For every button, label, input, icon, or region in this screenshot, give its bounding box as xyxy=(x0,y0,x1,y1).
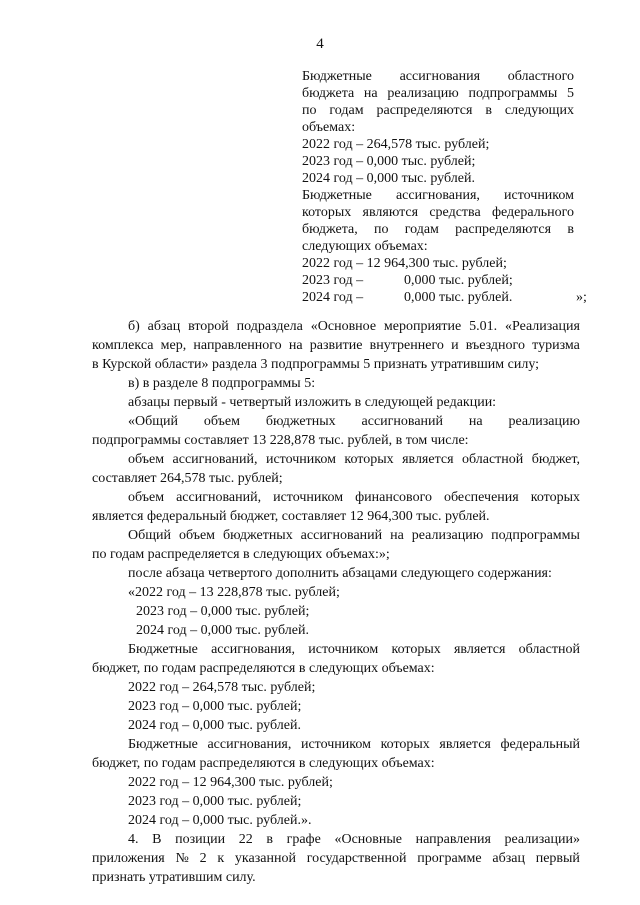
text-line: 2023 год – 0,000 тыс. рублей; xyxy=(136,604,310,619)
word: является xyxy=(402,452,454,467)
text-line: 2024 год – 0,000 тыс. рублей.». xyxy=(128,813,312,828)
word: ассигнования, xyxy=(211,642,296,657)
text-line: 2022 год – 264,578 тыс. рублей; xyxy=(128,680,316,695)
text-line xyxy=(302,85,574,102)
word: позиции xyxy=(175,832,226,847)
word: Бюджетные xyxy=(302,69,372,84)
word: федеральный xyxy=(500,737,580,752)
text-line: по годам распределяется в следующих объемах:»; xyxy=(92,547,390,562)
word: комплекса xyxy=(92,338,154,353)
word: годам xyxy=(329,103,364,118)
word: реализацию xyxy=(387,86,459,101)
word: в xyxy=(485,103,492,118)
word: объем xyxy=(128,490,165,505)
word: на xyxy=(390,528,404,543)
text-line xyxy=(92,337,580,354)
text-line: 2022 год – 264,578 тыс. рублей; xyxy=(302,137,490,152)
word: направления xyxy=(415,832,491,847)
word: приложения xyxy=(92,851,165,866)
text-line xyxy=(302,272,574,289)
text-line xyxy=(128,831,580,848)
word: государственной xyxy=(306,851,407,866)
word: мер, xyxy=(160,338,187,353)
word: развитие xyxy=(309,338,363,353)
word: Общий xyxy=(128,528,171,543)
text-line: 2024 год – 0,000 тыс. рублей. xyxy=(128,718,301,733)
year-label: 2024 год – xyxy=(302,290,364,305)
word: областной xyxy=(518,642,580,657)
word: графе xyxy=(286,832,321,847)
text-line: признать утратившим силу. xyxy=(92,870,256,885)
word: к xyxy=(217,851,225,866)
text-line xyxy=(128,489,580,506)
word: источником xyxy=(273,490,344,505)
word: источником xyxy=(300,737,371,752)
text-line: следующих объемах: xyxy=(302,239,428,254)
word: «Реализация xyxy=(504,319,580,334)
word: въездного xyxy=(465,338,525,353)
text-line xyxy=(302,102,574,119)
word: первый xyxy=(535,851,580,866)
word: является xyxy=(453,642,506,657)
word: обеспечения xyxy=(443,490,519,505)
word: Бюджетные xyxy=(302,188,372,203)
word: реализацию xyxy=(508,414,580,429)
text-line xyxy=(302,204,574,221)
word: объем xyxy=(178,528,216,543)
word: следующих xyxy=(504,103,574,118)
word: бюджетных xyxy=(265,414,336,429)
text-line xyxy=(128,413,580,430)
word: и xyxy=(451,338,459,353)
word: ассигнования, xyxy=(207,737,292,752)
word: которых xyxy=(302,205,352,220)
word: подраздела xyxy=(236,319,303,334)
word: реализацию xyxy=(411,528,484,543)
word: областного xyxy=(507,69,574,84)
word: ассигнований, xyxy=(172,452,258,467)
word: «Общий xyxy=(128,414,178,429)
text-line: 2022 год – 12 964,300 тыс. рублей; xyxy=(302,256,507,271)
word: объем xyxy=(128,452,165,467)
word: «Основные xyxy=(334,832,403,847)
word: Бюджетные xyxy=(128,737,198,752)
word: подпрограммы xyxy=(491,528,580,543)
word: мероприятие xyxy=(383,319,462,334)
word: годам xyxy=(404,222,439,237)
closing-quote: »; xyxy=(576,290,587,305)
word: ассигнования, xyxy=(395,188,480,203)
word: абзац xyxy=(147,319,181,334)
text-line: 2023 год – 0,000 тыс. рублей; xyxy=(128,699,302,714)
amount: 0,000 тыс. рублей. xyxy=(404,290,513,305)
text-line: 2022 год – 12 964,300 тыс. рублей; xyxy=(128,775,333,790)
text-line xyxy=(302,221,574,238)
word: 5.01. xyxy=(469,319,498,334)
word: на xyxy=(363,86,378,101)
word: объем xyxy=(203,414,240,429)
word: являются xyxy=(362,205,419,220)
text-line: абзацы первый - четвертый изложить в следующей редакции: xyxy=(128,395,497,410)
word: на xyxy=(468,414,483,429)
word: распределяются xyxy=(455,222,552,237)
word: федерального xyxy=(491,205,574,220)
text-line: подпрограммы составляет 13 228,878 тыс. рублей, в том числе: xyxy=(92,433,469,448)
word: источником xyxy=(504,188,574,203)
text-line xyxy=(128,736,580,753)
word: ассигнований xyxy=(300,528,383,543)
word: бюджетных xyxy=(223,528,293,543)
word: внутреннего xyxy=(369,338,444,353)
word: средства xyxy=(429,205,481,220)
page-number: 4 xyxy=(316,36,324,52)
text-line xyxy=(128,641,580,658)
word: направленного xyxy=(193,338,282,353)
word: подпрограммы xyxy=(468,86,558,101)
word: № xyxy=(175,851,189,866)
text-line: в) в разделе 8 подпрограммы 5: xyxy=(128,376,316,391)
word: по xyxy=(373,222,389,237)
text-line xyxy=(128,451,580,468)
text-line xyxy=(302,68,574,85)
word: программе xyxy=(417,851,482,866)
word: которых xyxy=(344,452,394,467)
amount: 0,000 тыс. рублей; xyxy=(404,273,513,288)
word: Бюджетные xyxy=(128,642,198,657)
word: 5 xyxy=(566,86,574,101)
text-line xyxy=(302,187,574,204)
word: ассигнования xyxy=(399,69,481,84)
word: бюджета xyxy=(302,86,355,101)
word: абзац xyxy=(492,851,525,866)
word: 2 xyxy=(199,851,207,866)
text-line: является федеральный бюджет, составляет 12 964,300 тыс. рублей. xyxy=(92,509,490,524)
word: которых xyxy=(380,737,430,752)
text-line xyxy=(128,527,580,544)
text-line: 2024 год – 0,000 тыс. рублей. xyxy=(136,623,309,638)
word: 4. xyxy=(128,832,139,847)
year-label: 2023 год – xyxy=(302,273,364,288)
word: б) xyxy=(128,319,140,334)
word: распределяются xyxy=(376,103,473,118)
text-line: объемах: xyxy=(302,120,356,135)
word: В xyxy=(152,832,162,847)
word: бюджета, xyxy=(302,222,358,237)
word: финансового xyxy=(355,490,432,505)
word: источником xyxy=(308,642,379,657)
text-line: после абзаца четвертого дополнить абзацами следующего содержания: xyxy=(128,566,552,581)
text-line: 2023 год – 0,000 тыс. рублей; xyxy=(128,794,302,809)
word: туризма xyxy=(532,338,580,353)
word: которых xyxy=(391,642,441,657)
word: второй xyxy=(188,319,229,334)
text-line xyxy=(128,318,580,335)
word: которых xyxy=(530,490,580,505)
text-line xyxy=(302,289,574,306)
text-line: бюджет, по годам распределяются в следующих объемах: xyxy=(92,756,435,771)
word: областной xyxy=(461,452,524,467)
word: источником xyxy=(265,452,336,467)
text-line: в Курской области» раздела 3 подпрограммы 5 признать утратившим силу; xyxy=(92,357,540,372)
word: реализации» xyxy=(504,832,580,847)
text-line xyxy=(92,850,580,867)
word: на xyxy=(288,338,303,353)
text-line: «2022 год – 13 228,878 тыс. рублей; xyxy=(128,585,340,600)
word: «Основное xyxy=(310,319,377,334)
word: по xyxy=(302,103,317,118)
word: в xyxy=(567,222,574,237)
word: 22 xyxy=(238,832,253,847)
word: ассигнований, xyxy=(176,490,262,505)
text-line: составляет 264,578 тыс. рублей; xyxy=(92,471,283,486)
text-line: 2023 год – 0,000 тыс. рублей; xyxy=(302,154,476,169)
text-line: 2024 год – 0,000 тыс. рублей. xyxy=(302,171,475,186)
word: является xyxy=(439,737,491,752)
word: ассигнований xyxy=(361,414,444,429)
word: бюджет, xyxy=(531,452,580,467)
text-line: бюджет, по годам распределяются в следующих объемах: xyxy=(92,661,435,676)
word: указанной xyxy=(234,851,296,866)
word: в xyxy=(266,832,273,847)
